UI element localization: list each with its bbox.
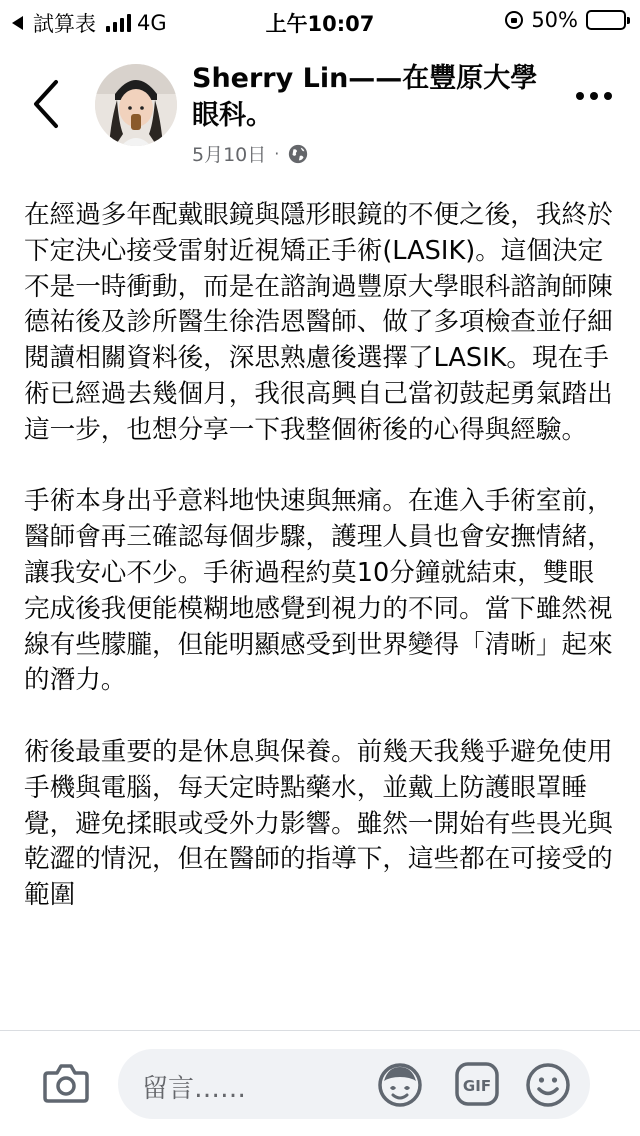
globe-icon bbox=[287, 143, 309, 165]
back-button[interactable] bbox=[28, 74, 68, 134]
emoji-button[interactable] bbox=[524, 1061, 572, 1109]
status-time: 上午10:07 bbox=[265, 12, 375, 36]
avatar[interactable] bbox=[95, 64, 177, 146]
post-paragraph-1: 在經過多年配戴眼鏡與隱形眼鏡的不便之後，我終於下定決心接受雷射近視矯正手術(LASIK)。這個決定不是一時衝動，而是在諮詢過豐原大學眼科諮詢師陳德祐後及診所醫生徐浩恩醫師、做了多項檢查並仔細閱讀相關資料後，深思熟慮後選擇了LASIK。現在手術已經過去幾個月，我很高興自己當初鼓起勇氣踏出這一步，也想分享一下我整個術後的心得與經驗。 bbox=[24, 200, 613, 445]
comment-bar bbox=[0, 1030, 640, 1136]
post-header bbox=[0, 56, 640, 176]
comment-input[interactable] bbox=[118, 1049, 590, 1119]
author-block bbox=[192, 60, 552, 167]
battery-percent: 50% bbox=[531, 8, 578, 32]
more-options-button[interactable] bbox=[576, 92, 612, 100]
battery-icon bbox=[586, 10, 626, 30]
status-bar bbox=[0, 0, 640, 42]
avatar-sticker-button[interactable] bbox=[376, 1061, 424, 1109]
post-body bbox=[24, 198, 618, 1030]
gif-button[interactable] bbox=[454, 1061, 500, 1107]
chevron-left-icon bbox=[28, 74, 68, 134]
post-paragraph-2: 手術本身出乎意料地快速與無痛。在進入手術室前，醫師會再三確認每個步驟，護理人員也會安撫情緒，讓我安心不少。手術過程約莫10分鐘就結束，雙眼完成後我便能模糊地感覺到視力的不同。當下雖然視線有些朦朧，但能明顯感受到世界變得「清晰」起來的潛力。 bbox=[24, 486, 613, 696]
meta-separator: · bbox=[274, 144, 280, 163]
more-dot bbox=[576, 92, 584, 100]
emoji-icon bbox=[524, 1061, 572, 1109]
gif-icon bbox=[454, 1061, 500, 1107]
status-right bbox=[505, 8, 626, 32]
profile-photo bbox=[95, 64, 177, 146]
camera-icon bbox=[42, 1061, 90, 1105]
post-date[interactable]: 5月10日 bbox=[192, 144, 267, 166]
more-dot bbox=[604, 92, 612, 100]
post-meta bbox=[192, 140, 552, 167]
more-dot bbox=[590, 92, 598, 100]
author-name[interactable]: Sherry Lin——在豐原大學眼科。 bbox=[192, 63, 538, 131]
back-to-app-label[interactable]: 試算表 bbox=[33, 12, 96, 36]
camera-button[interactable] bbox=[42, 1061, 90, 1105]
post-paragraph-3: 術後最重要的是休息與保養。前幾天我幾乎避免使用手機與電腦，每天定時點藥水，並戴上防護眼罩睡覺，避免揉眼或受外力影響。雖然一開始有些畏光與乾澀的情況，但在醫師的指導下，這些都在可接受的範圍 bbox=[24, 736, 613, 911]
orientation-lock-icon bbox=[505, 11, 523, 29]
avatar-sticker-icon bbox=[376, 1061, 424, 1109]
svg-text:GIF: GIF bbox=[462, 1077, 492, 1095]
comment-placeholder: 留言…… bbox=[142, 1074, 247, 1104]
network-type: 4G bbox=[137, 11, 167, 35]
